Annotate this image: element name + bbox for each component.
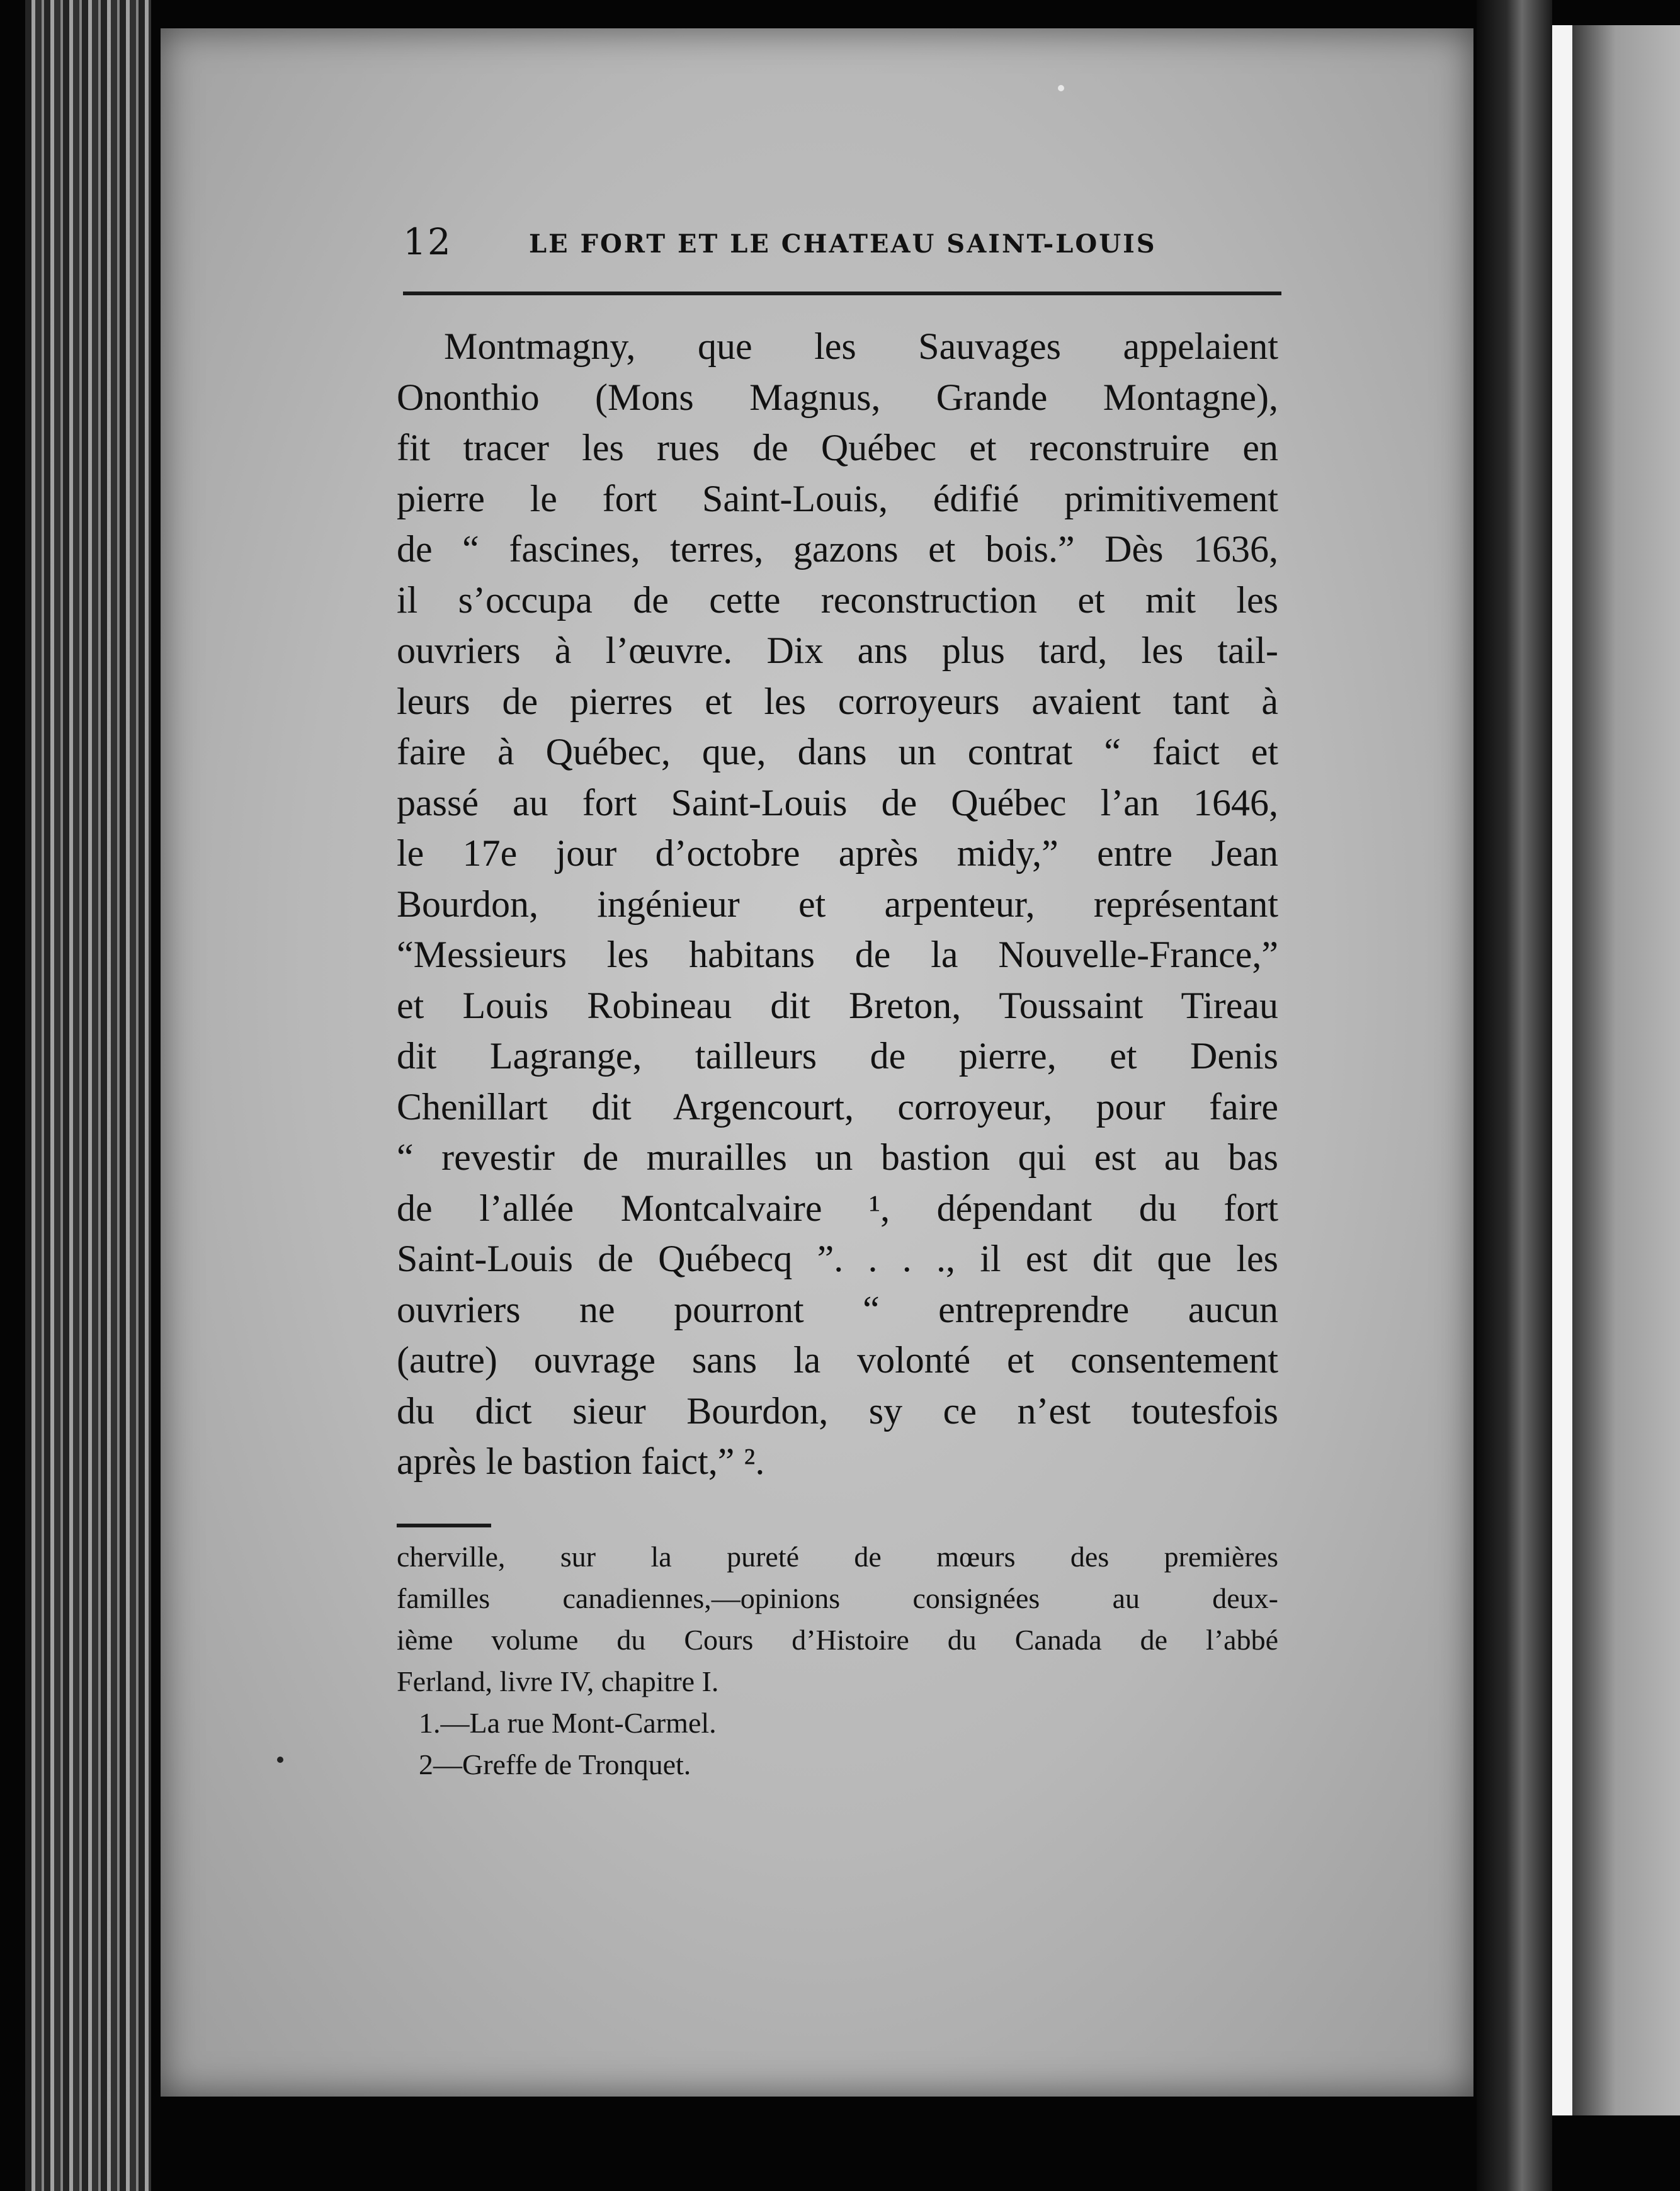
footnote-line: cherville, sur la pureté de mœurs des premières xyxy=(397,1541,1278,1573)
body-line: Saint-Louis de Québecq ”. . . ., il est dit que les xyxy=(397,1238,1278,1279)
footnote-line: Ferland, livre IV, chapitre I. xyxy=(397,1665,719,1697)
running-title: LE FORT ET LE CHATEAU SAINT-LOUIS xyxy=(529,229,1157,259)
body-line: Montmagny, que les Sauvages appelaient xyxy=(444,326,1278,367)
footnote-rule xyxy=(397,1524,491,1527)
body-line: Ononthio (Mons Magnus, Grande Montagne), xyxy=(397,376,1278,418)
body-line: il s’occupa de cette reconstruction et mit les xyxy=(397,579,1278,621)
body-line: faire à Québec, que, dans un contrat “ faict et xyxy=(397,731,1278,773)
body-line: leurs de pierres et les corroyeurs avaient tant à xyxy=(397,680,1278,722)
body-line: dit Lagrange, tailleurs de pierre, et Denis xyxy=(397,1035,1278,1077)
footnotes xyxy=(397,1536,1278,1786)
body-line: pierre le fort Saint-Louis, édifié primitivement xyxy=(397,477,1278,519)
body-line: (autre) ouvrage sans la volonté et consentement xyxy=(397,1339,1278,1381)
binding-strip xyxy=(1552,25,1572,2115)
left-page-edges xyxy=(25,0,151,2191)
adjacent-page xyxy=(1572,25,1680,2115)
body-line: ouvriers à l’œuvre. Dix ans plus tard, les tail- xyxy=(397,630,1278,671)
body-line: du dict sieur Bourdon, sy ce n’est toutesfois xyxy=(397,1390,1278,1432)
footnote-2: 2—Greffe de Tronquet. xyxy=(419,1748,691,1781)
scan-speck xyxy=(277,1757,283,1763)
body-line: ouvriers ne pourront “ entreprendre aucun xyxy=(397,1288,1278,1330)
page-number: 12 xyxy=(403,220,452,263)
footnote-line: ième volume du Cours d’Histoire du Canada de l’abbé xyxy=(397,1624,1278,1656)
body-line: Chenillart dit Argencourt, corroyeur, pour faire xyxy=(397,1085,1278,1128)
body-line: et Louis Robineau dit Breton, Toussaint Tireau xyxy=(397,984,1278,1026)
header-rule xyxy=(403,292,1281,295)
body-line: de “ fascines, terres, gazons et bois.” Dès 1636, xyxy=(397,528,1278,570)
body-line: de l’allée Montcalvaire ¹, dépendant du fort xyxy=(397,1187,1278,1229)
body-line: fit tracer les rues de Québec et reconstruire en xyxy=(397,427,1278,468)
body-line: après le bastion faict,” ². xyxy=(397,1441,765,1482)
body-line: “Messieurs les habitans de la Nouvelle-France,” xyxy=(397,934,1278,975)
body-line: le 17e jour d’octobre après midy,” entre Jean xyxy=(397,832,1278,874)
body-line: passé au fort Saint-Louis de Québec l’an 1646, xyxy=(397,781,1278,824)
footnote-line: familles canadiennes,—opinions consignées au deux- xyxy=(397,1582,1278,1614)
body-text xyxy=(397,321,1278,1487)
scan-speck xyxy=(1058,85,1064,91)
footnote-1: 1.—La rue Mont-Carmel. xyxy=(419,1707,717,1739)
running-head xyxy=(403,220,1281,271)
body-line: “ revestir de murailles un bastion qui est au bas xyxy=(397,1136,1278,1178)
body-line: Bourdon, ingénieur et arpenteur, représentant xyxy=(397,883,1278,925)
book-binding xyxy=(1477,0,1552,2191)
